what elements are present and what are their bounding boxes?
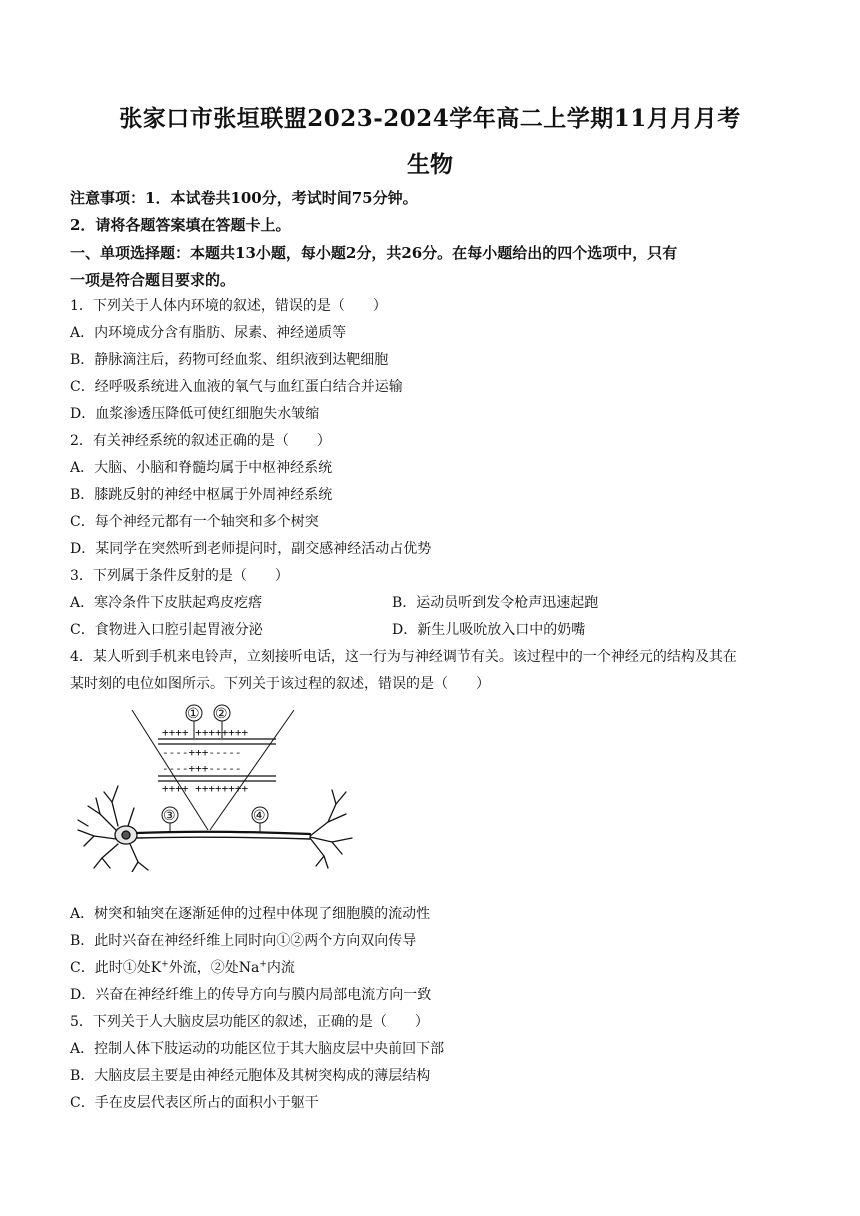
q3-option-c: C．食物进入口腔引起胃液分泌 [70,622,263,638]
label-2: ② [215,706,228,722]
q2-option-b: B．膝跳反射的神经中枢属于外周神经系统 [70,487,333,503]
charge-row-1: ++++ ++++++++ [162,726,249,739]
neuron-figure [70,702,370,872]
subject-title: 生物 [407,151,453,178]
q4-option-b: B．此时兴奋在神经纤维上同时向①②两个方向双向传导 [70,933,417,949]
q5-option-c: C．手在皮层代表区所占的面积小于躯干 [70,1095,319,1111]
section-heading-line-2: 一项是符合题目要求的。 [70,271,236,289]
q2-option-c: C．每个神经元都有一个轴突和多个树突 [70,514,319,530]
q4-option-c-part-2: 外流，②处Na [168,960,260,976]
label-4: ④ [253,808,266,824]
q4-option-c-sup-1: + [161,959,169,970]
q1-stem: 1．下列关于人体内环境的叙述，错误的是（ ） [70,298,387,314]
q4-option-a: A．树突和轴突在逐渐延伸的过程中体现了细胞膜的流动性 [70,906,431,922]
q3-option-d: D．新生儿吸吮放入口中的奶嘴 [392,622,586,638]
q1-option-b: B．静脉滴注后，药物可经血浆、组织液到达靶细胞 [70,352,389,368]
q4-stem-line-2: 某时刻的电位如图所示。下列关于该过程的叙述，错误的是（ ） [70,676,490,692]
charge-row-2: ----+++----- [162,746,242,759]
charge-row-4: ++++ ++++++++ [162,782,249,795]
q4-option-c-sup-2: + [259,959,267,970]
section-heading-line-1: 一、单项选择题：本题共13小题，每小题2分，共26分。在每小题给出的四个选项中，只有 [70,244,678,262]
charge-row-3: ----+++----- [162,762,242,775]
q2-stem: 2．有关神经系统的叙述正确的是（ ） [70,433,331,449]
q4-option-c [70,959,800,977]
q3-stem: 3．下列属于条件反射的是（ ） [70,568,289,584]
q5-stem: 5．下列关于人大脑皮层功能区的叙述，正确的是（ ） [70,1014,429,1030]
q3-options-row-2 [70,621,800,639]
q1-option-d: D．血浆渗透压降低可使红细胞失水皱缩 [70,406,320,422]
q4-option-c-part-1: C．此时①处K [70,960,162,976]
q5-option-a: A．控制人体下肢运动的功能区位于其大脑皮层中央前回下部 [70,1041,445,1057]
notice-line-1: 注意事项：1．本试卷共100分，考试时间75分钟。 [70,189,418,207]
label-3: ③ [163,808,176,824]
q2-option-a: A．大脑、小脑和脊髓均属于中枢神经系统 [70,460,333,476]
notice-line-2: 2．请将各题答案填在答题卡上。 [70,216,291,234]
q3-option-b: B．运动员听到发令枪声迅速起跑 [392,595,599,611]
label-1: ① [187,706,200,722]
q3-option-a: A．寒冷条件下皮肤起鸡皮疙瘩 [70,595,263,611]
q4-option-c-part-3: 内流 [266,960,295,976]
neuron-drawing [78,786,352,872]
q5-option-b: B．大脑皮层主要是由神经元胞体及其树突构成的薄层结构 [70,1068,431,1084]
q4-option-d: D．兴奋在神经纤维上的传导方向与膜内局部电流方向一致 [70,987,432,1003]
page-title: 张家口市张垣联盟2023-2024学年高二上学期11月月月考 [119,105,741,132]
q1-option-a: A．内环境成分含有脂肪、尿素、神经递质等 [70,325,347,341]
q4-stem-line-1: 4．某人听到手机来电铃声，立刻接听电话，这一行为与神经调节有关。该过程中的一个神经元的结构及其在 [70,649,737,665]
q3-options-row-1 [70,594,800,612]
q1-option-c: C．经呼吸系统进入血液的氧气与血红蛋白结合并运输 [70,379,403,395]
q2-option-d: D．某同学在突然听到老师提问时，副交感神经活动占优势 [70,541,432,557]
